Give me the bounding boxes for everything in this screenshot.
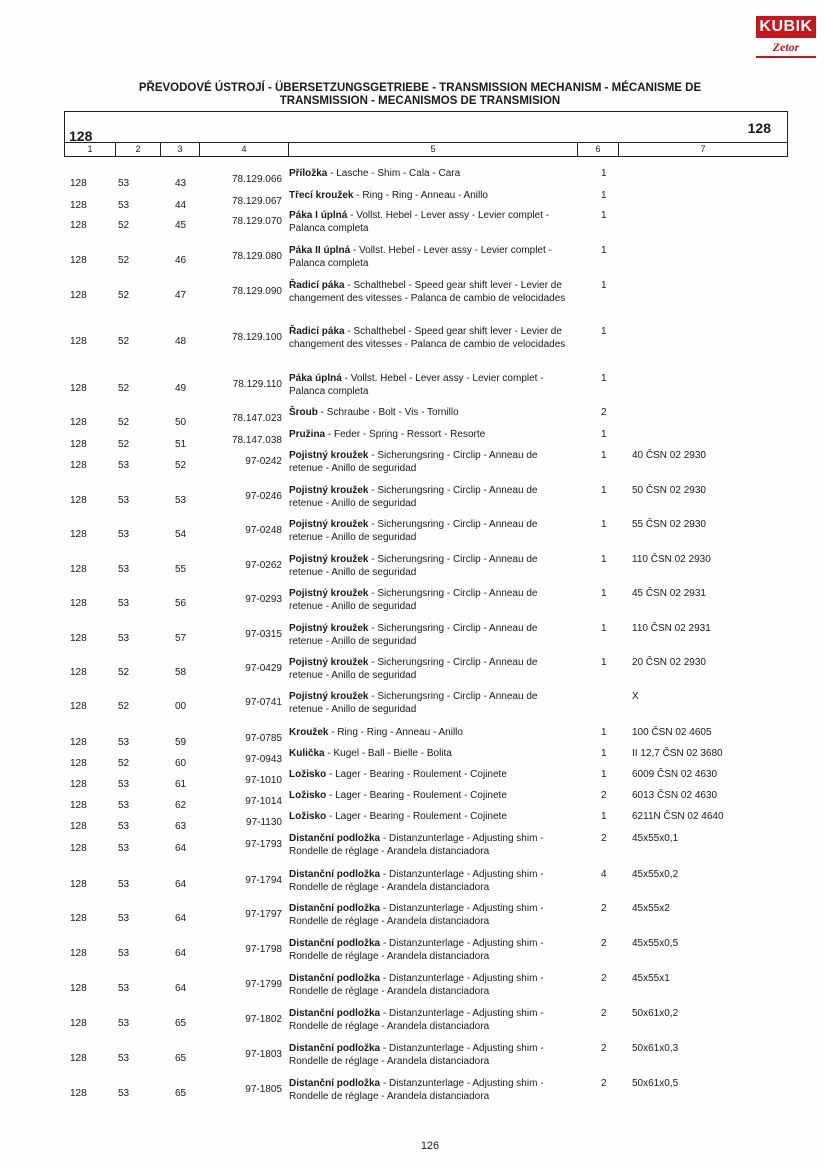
row-cell-c1: 128	[70, 821, 87, 832]
part-number: 97-1803	[245, 1049, 282, 1060]
row-cell-c2: 53	[118, 1018, 130, 1029]
part-description	[289, 428, 574, 441]
part-description	[289, 518, 574, 544]
standard-note: 45x55x2	[632, 903, 670, 914]
quantity: 2	[601, 938, 607, 949]
part-number: 78.129.067	[231, 196, 282, 207]
part-number: 97-0785	[245, 733, 282, 744]
quantity: 1	[601, 429, 607, 440]
row-cell-c3: 62	[175, 800, 187, 811]
quantity: 1	[601, 326, 607, 337]
part-number: 78.147.023	[231, 413, 282, 424]
part-name: Pojistný kroužek	[289, 623, 369, 634]
part-number: 97-1805	[245, 1084, 282, 1095]
part-number: 97-0293	[245, 594, 282, 605]
row-cell-c1: 128	[70, 1018, 87, 1029]
row-cell-c2: 53	[118, 879, 130, 890]
part-description	[289, 810, 574, 823]
row-cell-c1: 128	[70, 460, 87, 471]
part-description	[289, 167, 574, 180]
part-translations: - Distanzunterlage - Adjusting shim - Rondelle de réglage - Arandela distanciadora	[289, 869, 544, 893]
row-cell-c1: 128	[70, 529, 87, 540]
part-number: 97-1014	[245, 796, 282, 807]
standard-note: 55 ČSN 02 2930	[632, 519, 706, 530]
part-description	[289, 868, 574, 894]
quantity: 2	[601, 407, 607, 418]
part-description	[289, 789, 574, 802]
row-cell-c1: 128	[70, 913, 87, 924]
part-translations: - Sicherungsring - Circlip - Anneau de retenue - Anillo de seguridad	[289, 485, 538, 509]
part-translations: - Ring - Ring - Anneau - Anillo	[328, 727, 463, 738]
group-header	[64, 111, 788, 142]
row-cell-c2: 53	[118, 1053, 130, 1064]
row-cell-c3: 47	[175, 290, 187, 301]
quantity: 1	[601, 373, 607, 384]
row-cell-c1: 128	[70, 1088, 87, 1099]
standard-note: 45x55x0,1	[632, 833, 679, 844]
row-cell-c1: 128	[70, 843, 87, 854]
row-cell-c3: 58	[175, 667, 187, 678]
part-number: 97-1794	[245, 875, 282, 886]
part-description	[289, 553, 574, 579]
quantity: 1	[601, 769, 607, 780]
row-cell-c2: 53	[118, 737, 130, 748]
row-cell-c3: 64	[175, 843, 187, 854]
part-translations: - Vollst. Hebel - Lever assy - Levier complet - Palanca completa	[289, 245, 552, 269]
row-cell-c3: 46	[175, 255, 187, 266]
row-cell-c1: 128	[70, 564, 87, 575]
part-description	[289, 747, 574, 760]
row-cell-c1: 128	[70, 200, 87, 211]
part-number: 97-0248	[245, 525, 282, 536]
standard-note: 45x55x1	[632, 973, 670, 984]
row-cell-c3: 65	[175, 1018, 187, 1029]
part-translations: - Distanzunterlage - Adjusting shim - Rondelle de réglage - Arandela distanciadora	[289, 973, 544, 997]
part-description	[289, 587, 574, 613]
column-header: 3	[161, 143, 200, 156]
row-cell-c1: 128	[70, 495, 87, 506]
part-name: Pojistný kroužek	[289, 657, 369, 668]
quantity: 1	[601, 811, 607, 822]
column-number-row	[64, 142, 788, 157]
part-number: 97-0315	[245, 629, 282, 640]
standard-note: 45x55x0,2	[632, 869, 679, 880]
row-cell-c1: 128	[70, 779, 87, 790]
standard-note: 40 ČSN 02 2930	[632, 450, 706, 461]
quantity: 1	[601, 168, 607, 179]
quantity: 1	[601, 727, 607, 738]
row-cell-c3: 64	[175, 948, 187, 959]
row-cell-c2: 52	[118, 667, 130, 678]
logo-kubik-text: KUBIK	[756, 16, 816, 38]
part-number: 97-1010	[245, 775, 282, 786]
quantity: 2	[601, 1008, 607, 1019]
quantity: 1	[601, 623, 607, 634]
row-cell-c2: 52	[118, 290, 130, 301]
quantity: 1	[601, 210, 607, 221]
part-description	[289, 972, 574, 998]
part-number: 97-0429	[245, 663, 282, 674]
standard-note: II 12,7 ČSN 02 3680	[632, 748, 723, 759]
quantity: 1	[601, 280, 607, 291]
row-cell-c2: 53	[118, 178, 130, 189]
part-name: Řadicí páka	[289, 326, 345, 337]
row-cell-c1: 128	[70, 667, 87, 678]
part-name: Kroužek	[289, 727, 329, 738]
row-cell-c2: 53	[118, 200, 130, 211]
part-description	[289, 1007, 574, 1033]
part-translations: - Distanzunterlage - Adjusting shim - Rondelle de réglage - Arandela distanciadora	[289, 1078, 544, 1102]
row-cell-c1: 128	[70, 1053, 87, 1064]
row-cell-c3: 50	[175, 417, 187, 428]
part-name: Distanční podložka	[289, 903, 381, 914]
part-name: Řadicí páka	[289, 280, 345, 291]
part-description	[289, 279, 574, 305]
group-number-left: 128	[69, 128, 93, 144]
part-name: Příložka	[289, 168, 328, 179]
part-number: 78.129.066	[231, 174, 282, 185]
quantity: 2	[601, 903, 607, 914]
column-header: 7	[700, 144, 706, 154]
row-cell-c2: 52	[118, 417, 130, 428]
part-number: 97-0242	[245, 456, 282, 467]
part-number: 97-1797	[245, 909, 282, 920]
part-number: 97-1802	[245, 1014, 282, 1025]
part-translations: - Distanzunterlage - Adjusting shim - Rondelle de réglage - Arandela distanciadora	[289, 903, 544, 927]
row-cell-c2: 53	[118, 1088, 130, 1099]
row-cell-c1: 128	[70, 336, 87, 347]
standard-note: 110 ČSN 02 2931	[632, 623, 711, 634]
part-name: Ložisko	[289, 769, 327, 780]
standard-note: 50x61x0,2	[632, 1008, 679, 1019]
standard-note: 6009 ČSN 02 4630	[632, 769, 718, 780]
part-translations: - Vollst. Hebel - Lever assy - Levier complet - Palanca completa	[289, 373, 544, 397]
part-translations: - Distanzunterlage - Adjusting shim - Rondelle de réglage - Arandela distanciadora	[289, 833, 544, 857]
part-description	[289, 1042, 574, 1068]
part-translations: - Sicherungsring - Circlip - Anneau de retenue - Anillo de seguridad	[289, 588, 538, 612]
part-translations: - Distanzunterlage - Adjusting shim - Rondelle de réglage - Arandela distanciadora	[289, 1008, 544, 1032]
part-number: 78.129.080	[231, 251, 282, 262]
quantity: 2	[601, 833, 607, 844]
part-number: 97-1793	[245, 839, 282, 850]
row-cell-c3: 60	[175, 758, 187, 769]
row-cell-c1: 128	[70, 383, 87, 394]
part-name: Pojistný kroužek	[289, 519, 369, 530]
standard-note: 6013 ČSN 02 4630	[632, 790, 718, 801]
row-cell-c3: 64	[175, 913, 187, 924]
row-cell-c3: 59	[175, 737, 187, 748]
row-cell-c3: 65	[175, 1088, 187, 1099]
row-cell-c2: 53	[118, 821, 130, 832]
standard-note: 45 ČSN 02 2931	[632, 588, 706, 599]
quantity: 2	[601, 1078, 607, 1089]
part-translations: - Lasche - Shim - Cala - Cara	[327, 168, 461, 179]
part-description	[289, 244, 574, 270]
part-translations: - Distanzunterlage - Adjusting shim - Rondelle de réglage - Arandela distanciadora	[289, 938, 544, 962]
row-cell-c3: 63	[175, 821, 187, 832]
part-translations: - Vollst. Hebel - Lever assy - Levier complet - Palanca completa	[289, 210, 550, 234]
part-translations: - Distanzunterlage - Adjusting shim - Rondelle de réglage - Arandela distanciadora	[289, 1043, 544, 1067]
part-description	[289, 189, 574, 202]
row-cell-c1: 128	[70, 948, 87, 959]
part-number: 97-0741	[245, 697, 282, 708]
part-translations: - Schraube - Bolt - Vis - Tornillo	[317, 407, 459, 418]
part-number: 78.129.090	[231, 286, 282, 297]
part-number: 97-1130	[246, 817, 282, 828]
title-line-2: TRANSMISSION - MECANISMOS DE TRANSMISION	[279, 95, 561, 107]
part-translations: - Sicherungsring - Circlip - Anneau de retenue - Anillo de seguridad	[289, 554, 538, 578]
quantity: 1	[601, 748, 607, 759]
row-cell-c2: 53	[118, 598, 130, 609]
row-cell-c2: 52	[118, 220, 130, 231]
row-cell-c1: 128	[70, 983, 87, 994]
part-name: Ložisko	[289, 790, 327, 801]
part-description	[289, 372, 574, 398]
row-cell-c2: 52	[118, 383, 130, 394]
part-description	[289, 325, 574, 351]
row-cell-c2: 53	[118, 529, 130, 540]
logo-zetor-text: Zetor	[756, 38, 816, 58]
row-cell-c2: 53	[118, 913, 130, 924]
row-cell-c1: 128	[70, 417, 87, 428]
part-translations: - Sicherungsring - Circlip - Anneau de retenue - Anillo de seguridad	[289, 450, 538, 474]
group-number-right: 128	[747, 120, 771, 136]
row-cell-c1: 128	[70, 255, 87, 266]
standard-note: 50x61x0,3	[632, 1043, 679, 1054]
part-description	[289, 1077, 574, 1103]
row-cell-c2: 53	[118, 564, 130, 575]
row-cell-c3: 00	[175, 701, 187, 712]
part-name: Ložisko	[289, 811, 327, 822]
part-translations: - Feder - Spring - Ressort - Resorte	[325, 429, 486, 440]
part-description	[289, 406, 574, 419]
part-translations: - Sicherungsring - Circlip - Anneau de retenue - Anillo de seguridad	[289, 691, 538, 715]
part-name: Pružina	[289, 429, 326, 440]
part-name: Pojistný kroužek	[289, 485, 369, 496]
row-cell-c1: 128	[70, 758, 87, 769]
part-description	[289, 832, 574, 858]
standard-note: X	[632, 691, 639, 702]
row-cell-c3: 52	[175, 460, 187, 471]
row-cell-c2: 52	[118, 701, 130, 712]
part-name: Distanční podložka	[289, 973, 381, 984]
part-description	[289, 902, 574, 928]
part-number: 78.129.070	[231, 216, 282, 227]
part-name: Páka II úplná	[289, 245, 351, 256]
standard-note: 100 ČSN 02 4605	[632, 727, 712, 738]
quantity: 1	[601, 450, 607, 461]
page-number: 126	[420, 1140, 440, 1152]
row-cell-c2: 53	[118, 495, 130, 506]
row-cell-c3: 44	[175, 200, 187, 211]
row-cell-c2: 53	[118, 633, 130, 644]
row-cell-c2: 53	[118, 843, 130, 854]
part-name: Distanční podložka	[289, 1078, 381, 1089]
row-cell-c1: 128	[70, 633, 87, 644]
column-header: 6	[578, 143, 619, 156]
quantity: 2	[601, 1043, 607, 1054]
part-name: Kulička	[289, 748, 325, 759]
part-name: Šroub	[289, 407, 318, 418]
row-cell-c2: 52	[118, 255, 130, 266]
row-cell-c1: 128	[70, 439, 87, 450]
quantity: 1	[601, 519, 607, 530]
row-cell-c1: 128	[70, 800, 87, 811]
column-header: 5	[289, 143, 578, 156]
row-cell-c3: 49	[175, 383, 187, 394]
part-name: Distanční podložka	[289, 1008, 381, 1019]
part-translations: - Lager - Bearing - Roulement - Cojinete	[326, 769, 507, 780]
standard-note: 50x61x0,5	[632, 1078, 679, 1089]
part-description	[289, 768, 574, 781]
part-name: Pojistný kroužek	[289, 691, 369, 702]
row-cell-c3: 51	[175, 439, 187, 450]
quantity: 1	[601, 190, 607, 201]
page-title	[100, 82, 740, 108]
quantity: 1	[601, 485, 607, 496]
part-name: Pojistný kroužek	[289, 450, 369, 461]
part-number: 78.129.100	[231, 332, 282, 343]
row-cell-c2: 52	[118, 758, 130, 769]
part-translations: - Kugel - Ball - Bielle - Bolita	[324, 748, 452, 759]
column-header: 1	[65, 143, 116, 156]
row-cell-c1: 128	[70, 879, 87, 890]
part-name: Pojistný kroužek	[289, 588, 369, 599]
part-description	[289, 449, 574, 475]
row-cell-c3: 64	[175, 983, 187, 994]
row-cell-c1: 128	[70, 701, 87, 712]
quantity: 1	[601, 588, 607, 599]
part-number: 97-0262	[245, 560, 282, 571]
part-translations: - Sicherungsring - Circlip - Anneau de retenue - Anillo de seguridad	[289, 657, 538, 681]
title-line-1: PŘEVODOVÉ ÚSTROJÍ - ÜBERSETZUNGSGETRIEBE - TRANSMISSION MECHANISM - MÉCANISME DE	[138, 82, 702, 94]
part-name: Distanční podložka	[289, 1043, 381, 1054]
part-translations: - Lager - Bearing - Roulement - Cojinete	[326, 811, 507, 822]
part-description	[289, 937, 574, 963]
part-name: Distanční podložka	[289, 938, 381, 949]
part-description	[289, 209, 574, 235]
part-description	[289, 656, 574, 682]
row-cell-c3: 53	[175, 495, 187, 506]
standard-note: 110 ČSN 02 2930	[632, 554, 711, 565]
part-translations: - Lager - Bearing - Roulement - Cojinete	[326, 790, 507, 801]
row-cell-c2: 53	[118, 983, 130, 994]
part-description	[289, 690, 574, 716]
row-cell-c3: 65	[175, 1053, 187, 1064]
row-cell-c2: 53	[118, 948, 130, 959]
standard-note: 50 ČSN 02 2930	[632, 485, 706, 496]
row-cell-c2: 52	[118, 336, 130, 347]
quantity: 1	[601, 554, 607, 565]
part-name: Pojistný kroužek	[289, 554, 369, 565]
row-cell-c1: 128	[70, 290, 87, 301]
row-cell-c1: 128	[70, 737, 87, 748]
row-cell-c3: 55	[175, 564, 187, 575]
part-name: Distanční podložka	[289, 833, 381, 844]
row-cell-c3: 48	[175, 336, 187, 347]
row-cell-c1: 128	[70, 598, 87, 609]
row-cell-c3: 61	[175, 779, 187, 790]
row-cell-c1: 128	[70, 220, 87, 231]
row-cell-c2: 52	[118, 439, 130, 450]
kubik-zetor-logo	[756, 16, 816, 66]
part-number: 97-1799	[245, 979, 282, 990]
row-cell-c3: 64	[175, 879, 187, 890]
row-cell-c2: 53	[118, 460, 130, 471]
row-cell-c2: 53	[118, 779, 130, 790]
quantity: 4	[601, 869, 607, 880]
part-translations: - Schalthebel - Speed gear shift lever - Levier de changement des vitesses - Palanca de cambio de velocidades	[289, 326, 566, 350]
row-cell-c1: 128	[70, 178, 87, 189]
part-description	[289, 726, 574, 739]
row-cell-c3: 45	[175, 220, 187, 231]
part-translations: - Schalthebel - Speed gear shift lever - Levier de changement des vitesses - Palanca de cambio de velocidades	[289, 280, 566, 304]
part-number: 78.129.110	[232, 379, 282, 390]
part-name: Třecí kroužek	[289, 190, 354, 201]
row-cell-c3: 56	[175, 598, 187, 609]
quantity: 2	[601, 973, 607, 984]
part-name: Páka I úplná	[289, 210, 348, 221]
part-translations: - Sicherungsring - Circlip - Anneau de retenue - Anillo de seguridad	[289, 519, 538, 543]
part-translations: - Ring - Ring - Anneau - Anillo	[353, 190, 488, 201]
part-description	[289, 622, 574, 648]
standard-note: 20 ČSN 02 2930	[632, 657, 706, 668]
quantity: 1	[601, 245, 607, 256]
part-translations: - Sicherungsring - Circlip - Anneau de retenue - Anillo de seguridad	[289, 623, 538, 647]
quantity: 1	[601, 657, 607, 668]
row-cell-c2: 53	[118, 800, 130, 811]
part-number: 97-0246	[245, 491, 282, 502]
row-cell-c3: 54	[175, 529, 187, 540]
quantity: 2	[601, 790, 607, 801]
column-header: 2	[116, 143, 161, 156]
part-number: 97-0943	[245, 754, 282, 765]
column-header: 4	[200, 143, 289, 156]
standard-note: 6211N ČSN 02 4640	[632, 811, 724, 822]
part-name: Páka úplná	[289, 373, 342, 384]
part-number: 78.147.038	[231, 435, 282, 446]
part-name: Distanční podložka	[289, 869, 381, 880]
row-cell-c3: 57	[175, 633, 187, 644]
part-number: 97-1798	[245, 944, 282, 955]
row-cell-c3: 43	[175, 178, 187, 189]
standard-note: 45x55x0,5	[632, 938, 679, 949]
part-description	[289, 484, 574, 510]
